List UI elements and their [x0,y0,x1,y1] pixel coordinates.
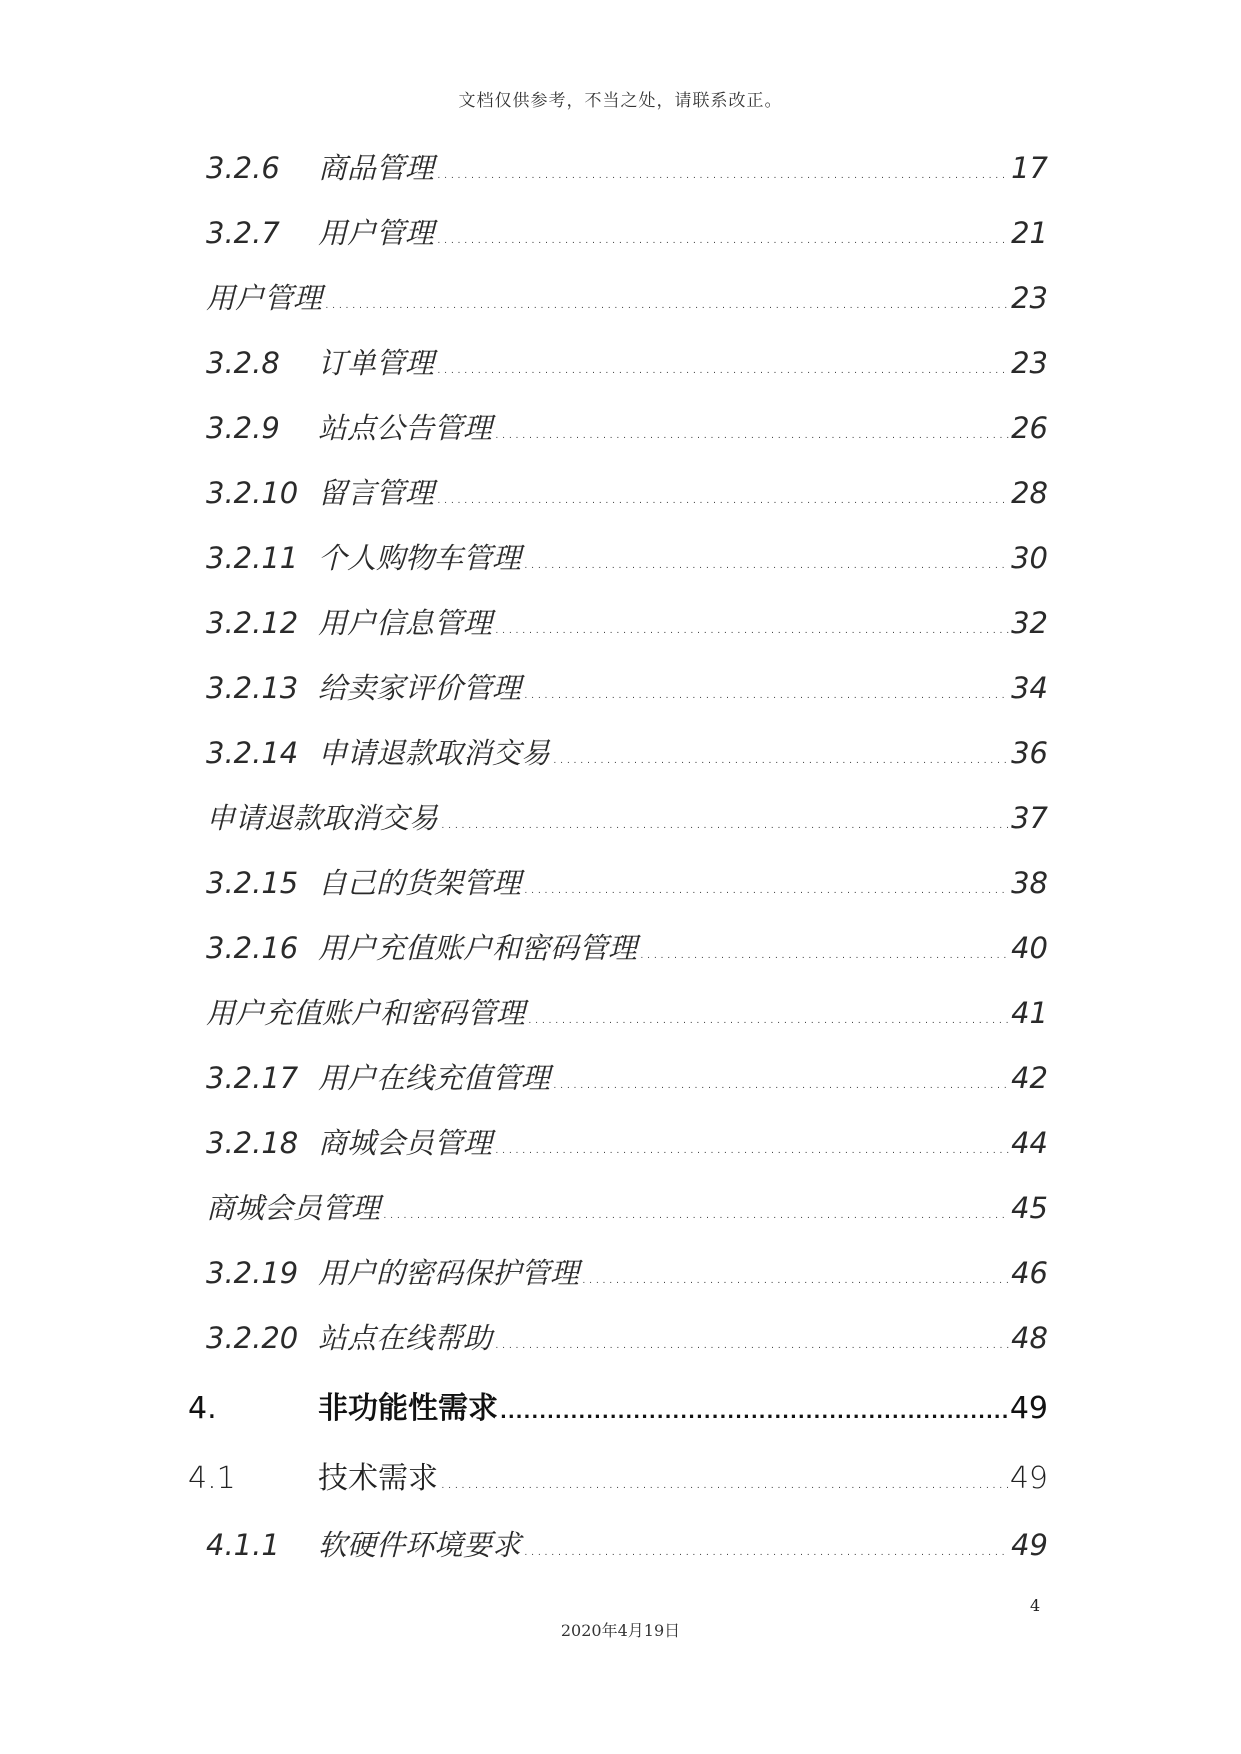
toc-entry-title: 用户管理 [206,281,323,315]
toc-entry-number: 3.2.17 [206,1061,299,1095]
toc-entry-3-2-17[interactable] [206,1060,1048,1125]
toc-entry-3-2-13[interactable] [206,670,1048,735]
toc-entry-title: 用户的密码保护管理 [318,1256,580,1290]
toc-leader-dots [523,545,1009,581]
toc-leader-dots [324,285,1009,321]
toc-entry-number: 3.2.16 [206,931,299,965]
toc-entry-number: 3.2.20 [206,1321,299,1355]
toc-entry-number: 3.2.11 [206,541,299,575]
toc-leader-dots [494,1325,1009,1361]
toc-entry-4-1[interactable] [188,1461,1048,1527]
toc-entry-title: 站点在线帮助 [318,1321,493,1355]
toc-entry-title: 用户管理 [318,216,435,250]
toc-leader-dots [523,675,1009,711]
toc-entry-3-2-10[interactable] [206,475,1048,540]
toc-entry-number: 4. [188,1391,217,1426]
toc-leader-dots [494,415,1009,451]
toc-entry-page: 44 [1011,1126,1048,1160]
toc-entry-refund-cancel[interactable] [206,800,1048,865]
toc-leader-dots [581,1260,1009,1296]
toc-entry-title: 申请退款取消交易 [206,801,439,835]
toc-leader-dots [552,740,1009,776]
toc-entry-title: 商品管理 [318,151,435,185]
toc-leader-dots [436,155,1009,191]
toc-entry-3-2-6[interactable] [206,150,1048,215]
toc-entry-3-2-8[interactable] [206,345,1048,410]
table-of-contents [188,150,1048,1592]
toc-entry-page: 36 [1011,736,1048,770]
toc-leader-dots [436,350,1009,386]
toc-entry-title: 用户在线充值管理 [318,1061,551,1095]
toc-entry-page: 32 [1011,606,1048,640]
toc-entry-title: 个人购物车管理 [318,541,522,575]
toc-entry-page: 38 [1011,866,1048,900]
toc-entry-title: 站点公告管理 [318,411,493,445]
toc-entry-title: 订单管理 [318,346,435,380]
toc-entry-number: 3.2.9 [206,411,280,445]
toc-leader-dots [523,870,1009,906]
toc-entry-number: 3.2.19 [206,1256,299,1290]
toc-entry-number: 3.2.7 [206,216,280,250]
toc-entry-title: 留言管理 [318,476,435,510]
toc-entry-title: 商城会员管理 [206,1191,381,1225]
toc-entry-title: 商城会员管理 [318,1126,493,1160]
toc-entry-page: 23 [1011,281,1048,315]
page-number: 4 [1030,1596,1041,1615]
toc-entry-number: 4.1 [188,1461,236,1496]
toc-leader-dots [436,480,1009,516]
toc-entry-3-2-15[interactable] [206,865,1048,930]
toc-entry-page: 23 [1011,346,1048,380]
toc-leader-dots [440,1465,1008,1501]
toc-entry-page: 41 [1011,996,1048,1030]
toc-entry-title: 软硬件环境要求 [318,1528,522,1562]
toc-leader-dots [494,610,1009,646]
toc-entry-title: 给卖家评价管理 [318,671,522,705]
toc-leader-dots [639,935,1009,971]
toc-entry-number: 4.1.1 [206,1528,280,1562]
toc-entry-page: 46 [1011,1256,1048,1290]
toc-entry-title: 自己的货架管理 [318,866,522,900]
toc-entry-title: 非功能性需求 [318,1391,498,1426]
toc-entry-page: 37 [1011,801,1048,835]
toc-entry-page: 40 [1011,931,1048,965]
toc-entry-mall-membership[interactable] [206,1190,1048,1255]
toc-entry-number: 3.2.6 [206,151,280,185]
toc-entry-page: 30 [1011,541,1048,575]
toc-entry-page: 28 [1011,476,1048,510]
toc-entry-user-management[interactable] [206,280,1048,345]
toc-entry-page: 17 [1011,151,1048,185]
toc-leader-dots [527,1000,1009,1036]
toc-leader-dots [552,1065,1009,1101]
toc-leader-dots [523,1532,1009,1568]
toc-entry-number: 3.2.14 [206,736,299,770]
toc-entry-page: 45 [1011,1191,1048,1225]
toc-entry-page: 48 [1011,1321,1048,1355]
toc-entry-page: 21 [1011,216,1048,250]
toc-entry-number: 3.2.13 [206,671,299,705]
toc-entry-number: 3.2.15 [206,866,299,900]
toc-entry-3-2-12[interactable] [206,605,1048,670]
toc-entry-page: 49 [1011,1528,1048,1562]
toc-entry-page: 26 [1011,411,1048,445]
toc-entry-title: 申请退款取消交易 [318,736,551,770]
toc-entry-title: 用户充值账户和密码管理 [206,996,526,1030]
toc-entry-number: 3.2.18 [206,1126,299,1160]
toc-entry-number: 3.2.10 [206,476,299,510]
toc-entry-number: 3.2.12 [206,606,299,640]
footer-date: 2020年4月19日 [560,1621,681,1640]
toc-entry-3-2-20[interactable] [206,1320,1048,1385]
toc-entry-3-2-16[interactable] [206,930,1048,995]
toc-leader-dots [440,805,1009,841]
toc-entry-page: 49 [1009,1461,1048,1496]
toc-entry-title: 用户充值账户和密码管理 [318,931,638,965]
header-disclaimer: 文档仅供参考，不当之处，请联系改正。 [458,91,783,111]
toc-entry-page: 49 [1009,1391,1048,1426]
toc-entry-3-2-14[interactable] [206,735,1048,800]
toc-entry-title: 用户信息管理 [318,606,493,640]
toc-entry-3-2-19[interactable] [206,1255,1048,1320]
toc-entry-3-2-18[interactable] [206,1125,1048,1190]
toc-leader-dots [436,220,1009,256]
toc-entry-number: 3.2.8 [206,346,280,380]
toc-leader-dots [494,1130,1009,1166]
toc-entry-4-1-1[interactable] [206,1527,1048,1592]
toc-entry-3-2-9[interactable] [206,410,1048,475]
toc-entry-4[interactable] [188,1391,1048,1461]
toc-entry-title: 技术需求 [318,1461,438,1496]
toc-entry-3-2-11[interactable] [206,540,1048,605]
toc-leader-dots [500,1395,1008,1431]
toc-leader-dots [382,1195,1009,1231]
toc-entry-page: 34 [1011,671,1048,705]
toc-entry-3-2-7[interactable] [206,215,1048,280]
toc-entry-page: 42 [1011,1061,1048,1095]
toc-entry-recharge-account[interactable] [206,995,1048,1060]
